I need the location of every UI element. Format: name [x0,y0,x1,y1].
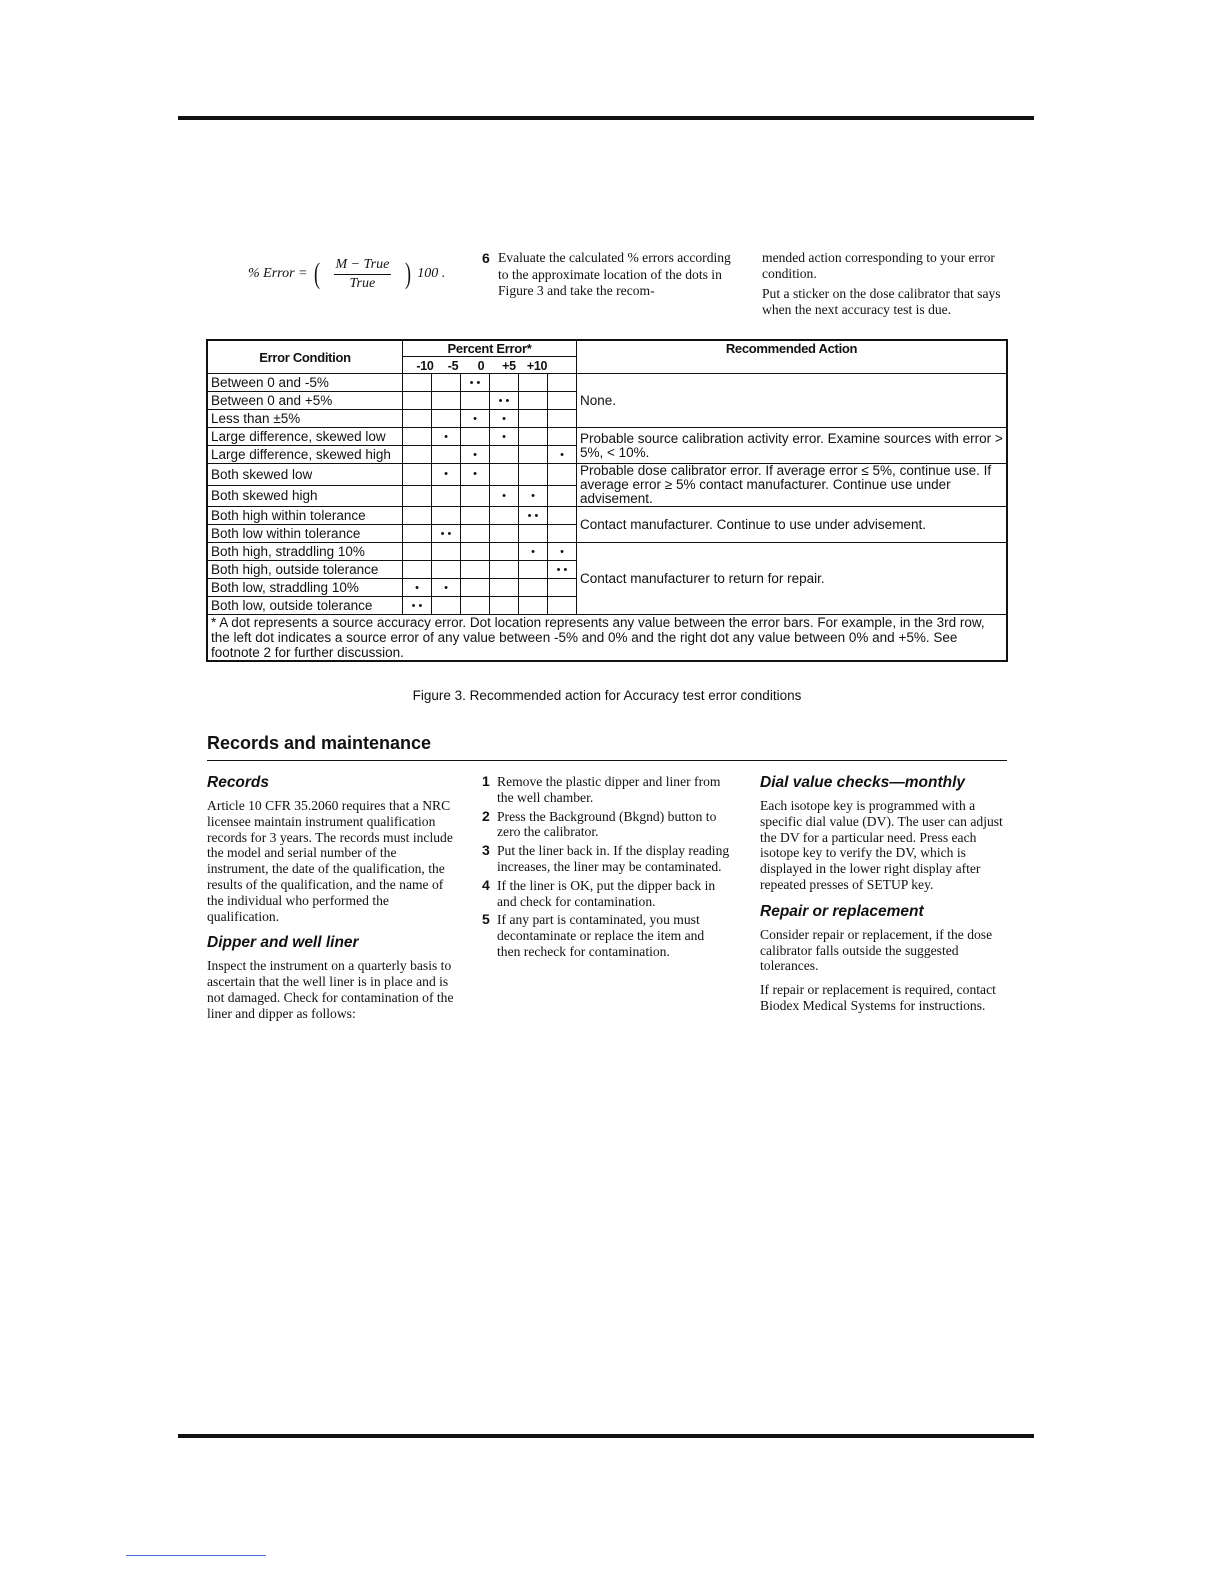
dot-cell [432,446,461,464]
dot-cell: • [548,543,577,561]
scale-label: -10 [416,358,434,373]
dot-cell: • [432,464,461,486]
dot-cell [432,597,461,615]
step-text: If the liner is OK, put the dipper back in and check for contamination. [497,877,716,909]
dot-cell: • [403,579,432,597]
dot-cell [403,485,432,507]
formula-lhs: % Error = [248,266,308,281]
condition-cell: Both high, outside tolerance [207,561,403,579]
footer-link-line [126,1555,266,1556]
dot-cell [490,525,519,543]
dot-cell: • [432,579,461,597]
dot-cell [548,374,577,392]
dot-cell [519,428,548,446]
action-cell: None. [577,374,1008,428]
repair-contact-text: If repair or replacement is required, contact Biodex Medical Systems for instructions. [760,982,996,1013]
dot-cell [403,410,432,428]
list-item [482,843,730,875]
continued-text [762,250,1012,322]
condition-cell: Both high, straddling 10% [207,543,403,561]
dot-cell [432,507,461,525]
dot-cell [490,561,519,579]
step-text: If any part is contaminated, you must decontaminate or replace the item and then recheck for contamination. [497,912,705,959]
dot-cell [519,392,548,410]
dot-cell: • • [461,374,490,392]
dot-cell [519,410,548,428]
header-condition: Error Condition [207,340,403,374]
dot-cell [519,374,548,392]
dipper-text: Inspect the instrument on a quarterly basis to ascertain that the well liner is in place and is not damaged. Check for contamination of the liner and dipper as follows: [207,958,454,1021]
dot-cell [461,428,490,446]
step-text: Put the liner back in. If the display reading increases, the liner may be contaminated. [497,843,730,874]
dot-cell: • [519,485,548,507]
condition-cell: Both high within tolerance [207,507,403,525]
table-body [207,374,1007,615]
dot-cell [461,543,490,561]
dot-cell [548,410,577,428]
dot-cell [432,543,461,561]
dot-cell: • • [490,392,519,410]
dot-cell [548,507,577,525]
records-column [207,774,455,1030]
error-conditions-table [206,339,1008,662]
dot-cell [490,597,519,615]
dot-cell: • [461,446,490,464]
scale-label: +5 [502,358,516,373]
list-item [482,809,730,841]
dot-cell [432,410,461,428]
dial-heading: Dial value checks—monthly [760,774,966,791]
dot-cell [548,464,577,486]
section-rule [207,760,1007,761]
dot-cell: • [432,428,461,446]
dot-cell [548,525,577,543]
dot-cell [403,392,432,410]
formula-multiplier: 100 . [417,266,446,281]
footnote-row [207,615,1007,662]
header-action: Recommended Action [577,340,1008,374]
figure-caption: Figure 3. Recommended action for Accuracy test error conditions [412,688,802,703]
dot-cell: • [490,410,519,428]
step-text: Evaluate the calculated % errors according to the approximate location of the dots in Figure 3 and take the recom- [498,250,731,298]
continued-paragraph: mended action corresponding to your error condition. [762,250,995,281]
dot-cell [432,561,461,579]
repair-text: Consider repair or replacement, if the dose calibrator falls outside the suggested tolerances. [760,926,993,974]
dot-cell: • • [519,507,548,525]
dot-cell [490,543,519,561]
formula-numerator: M − True [334,257,392,275]
right-paren: ) [405,257,412,290]
dot-cell: • • [432,525,461,543]
step-number: 2 [482,807,490,824]
condition-cell: Both skewed low [207,464,403,486]
condition-cell: Both low, straddling 10% [207,579,403,597]
left-paren: ( [313,257,320,290]
condition-cell: Both low, outside tolerance [207,597,403,615]
header-rule [178,116,1034,120]
dot-cell [461,525,490,543]
dot-cell [461,579,490,597]
list-item [482,912,730,959]
dot-cell: • [519,543,548,561]
dot-cell [519,464,548,486]
condition-cell: Between 0 and -5% [207,374,403,392]
action-cell: Probable source calibration activity error. Examine sources with error > 5%, < 10%. [577,428,1008,464]
step-number: 1 [482,773,490,789]
dot-cell: • • [548,561,577,579]
condition-cell: Both low within tolerance [207,525,403,543]
dot-cell [519,446,548,464]
dot-cell [403,428,432,446]
dot-cell: • [548,446,577,464]
dot-cell [519,579,548,597]
condition-cell: Less than ±5% [207,410,403,428]
scale-label: -5 [447,358,459,373]
dot-cell [461,597,490,615]
dot-cell [519,525,548,543]
step-text: Remove the plastic dipper and liner from the well chamber. [497,774,721,805]
dial-column [760,774,1008,1022]
dot-cell [432,374,461,392]
condition-cell: Between 0 and +5% [207,392,403,410]
condition-cell: Large difference, skewed low [207,428,403,446]
dot-cell [548,485,577,507]
dot-cell [461,561,490,579]
percent-scale [403,357,577,374]
list-item [482,878,730,910]
footer-rule [178,1434,1034,1438]
dot-cell [432,392,461,410]
error-formula [248,254,445,294]
formula-denominator: True [349,275,376,291]
table-row [207,464,1007,486]
table-row [207,543,1007,561]
steps-column [482,774,730,963]
repair-heading: Repair or replacement [760,902,924,920]
dial-text: Each isotope key is programmed with a specific dial value (DV). The user can adjust the DV for a particular need. Press each isotope key to verify the DV, which is displayed in the lower right display after repeated presses of SETUP key. [760,798,1003,892]
dot-cell [490,446,519,464]
dot-cell: • [461,410,490,428]
header-percent: Percent Error* [403,340,577,357]
dot-cell [432,485,461,507]
dot-cell [490,464,519,486]
dot-cell [461,507,490,525]
sticker-paragraph: Put a sticker on the dose calibrator that says when the next accuracy test is due. [762,286,1001,317]
dot-cell [403,374,432,392]
dot-cell [490,507,519,525]
section-title: Records and maintenance [207,733,432,753]
step-number: 3 [482,842,490,859]
table-row [207,507,1007,525]
dot-cell [403,507,432,525]
records-text: Article 10 CFR 35.2060 requires that a NRC licensee maintain instrument qualification records for 3 years. The records must include the model and serial number of the instrument, the date of the qualification, the results of the qualification, and the name of the individual who performed the qualification. [207,798,453,924]
dot-cell [490,579,519,597]
records-heading: Records [207,774,270,791]
dot-cell: • [461,464,490,486]
condition-cell: Both skewed high [207,485,403,507]
action-cell: Probable dose calibrator error. If average error ≤ 5%, continue use. If average error ≥ 5% contact manufacturer. Continue use under advisement. [577,464,1008,507]
table-row [207,374,1007,392]
table-row [207,428,1007,446]
dot-cell: • • [403,597,432,615]
step-number: 5 [482,911,490,928]
dipper-heading: Dipper and well liner [207,934,359,952]
dot-cell [403,525,432,543]
action-cell: Contact manufacturer. Continue to use under advisement. [577,507,1008,543]
step-6 [482,250,732,300]
step-number: 6 [482,250,490,266]
dot-cell [403,446,432,464]
list-item [482,774,730,806]
dot-cell [548,597,577,615]
action-cell: Contact manufacturer to return for repair. [577,543,1008,615]
dot-cell [461,485,490,507]
formula-fraction [326,257,400,292]
dot-cell [548,428,577,446]
dot-cell [403,543,432,561]
dot-cell [548,392,577,410]
dot-cell [403,561,432,579]
dot-cell: • [490,428,519,446]
scale-label: 0 [477,358,485,373]
dot-cell [519,597,548,615]
dot-cell [403,464,432,486]
dot-cell: • [490,485,519,507]
step-text: Press the Background (Bkgnd) button to zero the calibrator. [497,808,717,840]
scale-label: +10 [526,358,548,373]
dot-cell [461,392,490,410]
dot-cell [548,579,577,597]
dot-cell [519,561,548,579]
step-number: 4 [482,876,490,893]
table-header-row [207,340,1007,357]
table-footnote: * A dot represents a source accuracy error. Dot location represents any value between the error bars. For example, in the 3rd row, the left dot indicates a source error of any value between -5% and 0% and the right dot any value between 0% and +5%. See footnote 2 for further discussion. [207,615,1007,662]
condition-cell: Large difference, skewed high [207,446,403,464]
dot-cell [490,374,519,392]
